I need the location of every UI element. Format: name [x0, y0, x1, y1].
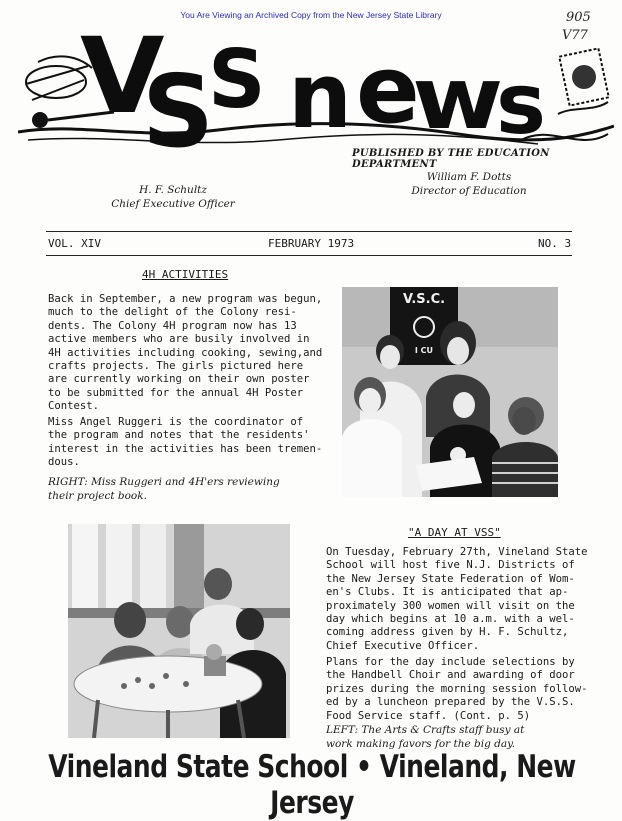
article-day-at-vss-paragraph-2: Plans for the day include selections by the Handbell Choir and awarding of door prizes during the morning session follow- ed by a luncheon prepared by the V.S.S. Food Service staff. (Cont. p. 5)	[326, 656, 588, 722]
photo-ruggeri-4hers	[342, 287, 558, 497]
article-4h-paragraph-2: Miss Angel Ruggeri is the coordinator of the program and notes that the residents' interest in the activities has been tremen- dous.	[48, 416, 323, 469]
handwritten-mark-1: 905	[566, 10, 591, 25]
officer-right	[384, 170, 554, 198]
photo-arts-crafts-staff-graphic	[68, 524, 290, 738]
officer-left	[88, 183, 258, 211]
masthead-letter-s2: S	[208, 33, 266, 126]
article-4h-headline: 4H ACTIVITIES	[142, 268, 229, 281]
issue-rule-bottom	[46, 255, 572, 256]
officer-left-name: H. F. Schultz	[139, 184, 207, 196]
photo-poster-text: V.S.C.	[402, 292, 446, 307]
masthead-letter-w: w	[412, 49, 504, 149]
publisher-line: PUBLISHED BY THE EDUCATION DEPARTMENT	[352, 148, 550, 170]
masthead-letter-e: e	[356, 36, 420, 145]
officer-right-title: Director of Education	[411, 185, 527, 198]
masthead-letter-v: V	[80, 15, 165, 137]
handwritten-mark-2: V77	[562, 28, 588, 43]
photo-poster-subtext: I CU	[414, 346, 434, 355]
article-day-at-vss-photo-caption: LEFT: The Arts & Crafts staff busy at work making favors for the big day.	[326, 724, 525, 750]
masthead-letter-s1: S	[142, 53, 215, 170]
footer-school-name: Vineland State School • Vineland, New Jersey	[48, 748, 576, 821]
issue-rule-top	[46, 231, 572, 232]
masthead-letter-s3: s	[496, 55, 546, 153]
archive-notice: You Are Viewing an Archived Copy from the New Jersey State Library	[180, 10, 442, 20]
officer-left-title: Chief Executive Officer	[111, 198, 235, 211]
issue-date: FEBRUARY 1973	[268, 237, 355, 250]
article-day-at-vss-headline: "A DAY AT VSS"	[408, 526, 501, 539]
masthead-letter-n: n	[288, 44, 353, 149]
article-day-at-vss-paragraph-1: On Tuesday, February 27th, Vineland State School will host five N.J. Districts of the New Jersey State Federation of Wom- en's Clubs. It is anticipated that ap- proximately 300 women will visit on the day which begins at 10 a.m. with a wel- coming address given by H. F. Schultz, Chief Executive Officer.	[326, 546, 588, 652]
photo-ruggeri-4hers-graphic	[342, 287, 558, 497]
article-4h-photo-caption: RIGHT: Miss Ruggeri and 4H'ers reviewing their project book.	[48, 476, 280, 502]
officer-right-name: William F. Dotts	[426, 171, 512, 183]
issue-volume: VOL. XIV	[48, 237, 101, 250]
article-4h-paragraph-1: Back in September, a new program was begun, much to the delight of the Colony resi- dents. The Colony 4H program now has 13 active members who are busily involved in 4H activities including cooking, sewing,and crafts projects. The girls pictured here are currently working on their own poster to be submitted for the annual 4H Poster Contest.	[48, 293, 323, 413]
photo-arts-crafts-staff	[68, 524, 290, 738]
issue-number: NO. 3	[538, 237, 572, 250]
